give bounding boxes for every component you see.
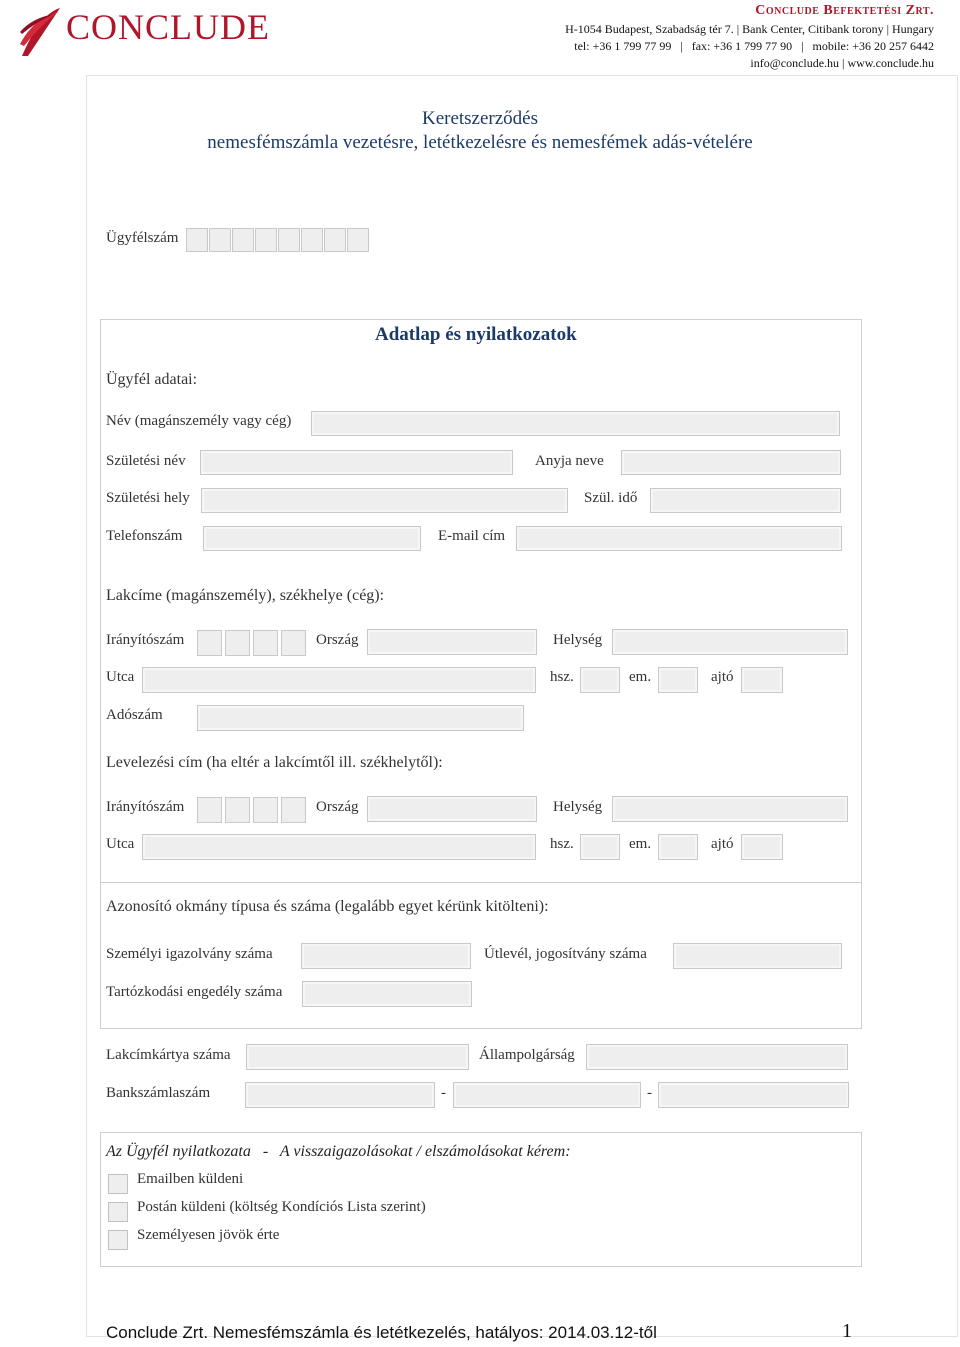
residence-label: Tartózkodási engedély száma: [106, 984, 283, 1000]
bank-label: Bankszámlaszám: [106, 1085, 211, 1101]
mail-house-field[interactable]: [580, 834, 620, 860]
mail-zip-digit[interactable]: [197, 797, 222, 823]
zip-digit[interactable]: [281, 630, 306, 656]
street-field[interactable]: [142, 667, 536, 693]
document-subtitle: nemesfémszámla vezetésre, letétkezelésre és nemesfémek adás-vételére: [207, 132, 753, 153]
client-number-label: Ügyfélszám: [106, 230, 179, 246]
name-field[interactable]: [311, 411, 840, 436]
bank-field-3[interactable]: [658, 1082, 849, 1108]
mail-house-label: hsz.: [550, 836, 574, 852]
passport-field[interactable]: [673, 943, 842, 969]
document-title: Keretszerződés: [421, 108, 539, 129]
zip-label: Irányítószám: [106, 632, 185, 648]
birth-name-label: Születési név: [106, 453, 186, 469]
mail-zip-digit[interactable]: [281, 797, 306, 823]
floor-label: em.: [629, 669, 652, 685]
mother-name-label: Anyja neve: [535, 453, 604, 469]
name-label: Név (magánszemély vagy cég): [106, 413, 292, 429]
birth-name-field[interactable]: [200, 450, 513, 475]
city-label: Helység: [553, 632, 603, 648]
passport-label: Útlevél, jogosítvány száma: [484, 946, 647, 962]
logo-icon: [18, 4, 62, 60]
email-field[interactable]: [516, 526, 842, 551]
floor-field[interactable]: [658, 667, 698, 693]
address-card-label: Lakcímkártya száma: [106, 1047, 231, 1063]
email-option-label: Emailben küldeni: [137, 1171, 244, 1187]
door-field[interactable]: [741, 667, 783, 693]
mail-door-field[interactable]: [741, 834, 783, 860]
bank-field-2[interactable]: [453, 1082, 641, 1108]
post-checkbox[interactable]: [108, 1202, 128, 1222]
citizenship-label: Állampolgárság: [479, 1047, 575, 1063]
country-field[interactable]: [367, 629, 537, 655]
address-heading: Lakcíme (magánszemély), székhelye (cég):: [106, 587, 385, 604]
client-number-digit[interactable]: [278, 228, 300, 252]
post-option-label: Postán küldeni (költség Kondíciós Lista szerint): [137, 1199, 426, 1215]
residence-field[interactable]: [302, 981, 472, 1007]
email-label: E-mail cím: [438, 528, 506, 544]
mail-door-label: ajtó: [711, 836, 734, 852]
mail-street-label: Utca: [106, 836, 135, 852]
phone-label: Telefonszám: [106, 528, 183, 544]
client-number-digit[interactable]: [255, 228, 277, 252]
personal-checkbox[interactable]: [108, 1230, 128, 1250]
id-card-field[interactable]: [301, 943, 471, 969]
bank-dash: -: [441, 1085, 446, 1101]
mail-country-field[interactable]: [367, 796, 537, 822]
zip-digit[interactable]: [225, 630, 250, 656]
client-number-digit[interactable]: [186, 228, 208, 252]
personal-option-label: Személyesen jövök érte: [137, 1227, 280, 1243]
address-card-field[interactable]: [246, 1044, 469, 1070]
id-heading: Azonosító okmány típusa és száma (legalább egyet kérünk kitölteni):: [106, 898, 549, 915]
client-number-digit[interactable]: [301, 228, 323, 252]
bank-dash: -: [647, 1085, 652, 1101]
logo-text: CONCLUDE: [66, 7, 270, 47]
phone-field[interactable]: [203, 526, 421, 551]
mail-city-label: Helység: [553, 799, 603, 815]
mail-zip-digit[interactable]: [225, 797, 250, 823]
company-address: H-1054 Budapest, Szabadság tér 7. | Bank Center, Citibank torony | Hungary: [565, 22, 934, 36]
company-web: info@conclude.hu | www.conclude.hu: [750, 56, 934, 70]
city-field[interactable]: [612, 629, 848, 655]
mail-heading: Levelezési cím (ha eltér a lakcímtől ill. székhelytől):: [106, 754, 443, 771]
mail-zip-digit[interactable]: [253, 797, 278, 823]
birth-place-field[interactable]: [201, 488, 568, 513]
client-number-digit[interactable]: [347, 228, 369, 252]
birth-date-field[interactable]: [650, 488, 841, 513]
country-label: Ország: [316, 632, 359, 648]
id-document-divider: [100, 882, 862, 883]
house-field[interactable]: [580, 667, 620, 693]
company-contact: tel: +36 1 799 77 99 | fax: +36 1 799 77 90 | mobile: +36 20 257 6442: [574, 39, 934, 53]
company-logo: [18, 4, 268, 64]
client-number-digit[interactable]: [232, 228, 254, 252]
birth-place-label: Születési hely: [106, 490, 190, 506]
client-number-digit[interactable]: [209, 228, 231, 252]
email-checkbox[interactable]: [108, 1174, 128, 1194]
mail-city-field[interactable]: [612, 796, 848, 822]
section-heading: Adatlap és nyilatkozatok: [375, 324, 577, 345]
zip-digit[interactable]: [253, 630, 278, 656]
bank-field-1[interactable]: [245, 1082, 435, 1108]
tax-label: Adószám: [106, 707, 163, 723]
declaration-heading: Az Ügyfél nyilatkozata - A visszaigazolásokat / elszámolásokat kérem:: [106, 1143, 571, 1160]
street-label: Utca: [106, 669, 135, 685]
mail-street-field[interactable]: [142, 834, 536, 860]
tax-field[interactable]: [197, 705, 524, 731]
client-data-label: Ügyfél adatai:: [106, 371, 198, 388]
citizenship-field[interactable]: [586, 1044, 848, 1070]
mail-floor-label: em.: [629, 836, 652, 852]
mail-floor-field[interactable]: [658, 834, 698, 860]
mother-name-field[interactable]: [621, 450, 841, 475]
door-label: ajtó: [711, 669, 734, 685]
birth-date-label: Szül. idő: [584, 490, 638, 506]
client-number-digit[interactable]: [324, 228, 346, 252]
page-number: 1: [842, 1320, 852, 1342]
mail-country-label: Ország: [316, 799, 359, 815]
mail-zip-label: Irányítószám: [106, 799, 185, 815]
company-name: Conclude Befektetési Zrt.: [755, 3, 934, 18]
footer-text: Conclude Zrt. Nemesfémszámla és letétkezelés, hatályos: 2014.03.12-től: [106, 1323, 657, 1342]
house-label: hsz.: [550, 669, 574, 685]
id-card-label: Személyi igazolvány száma: [106, 946, 273, 962]
zip-digit[interactable]: [197, 630, 222, 656]
